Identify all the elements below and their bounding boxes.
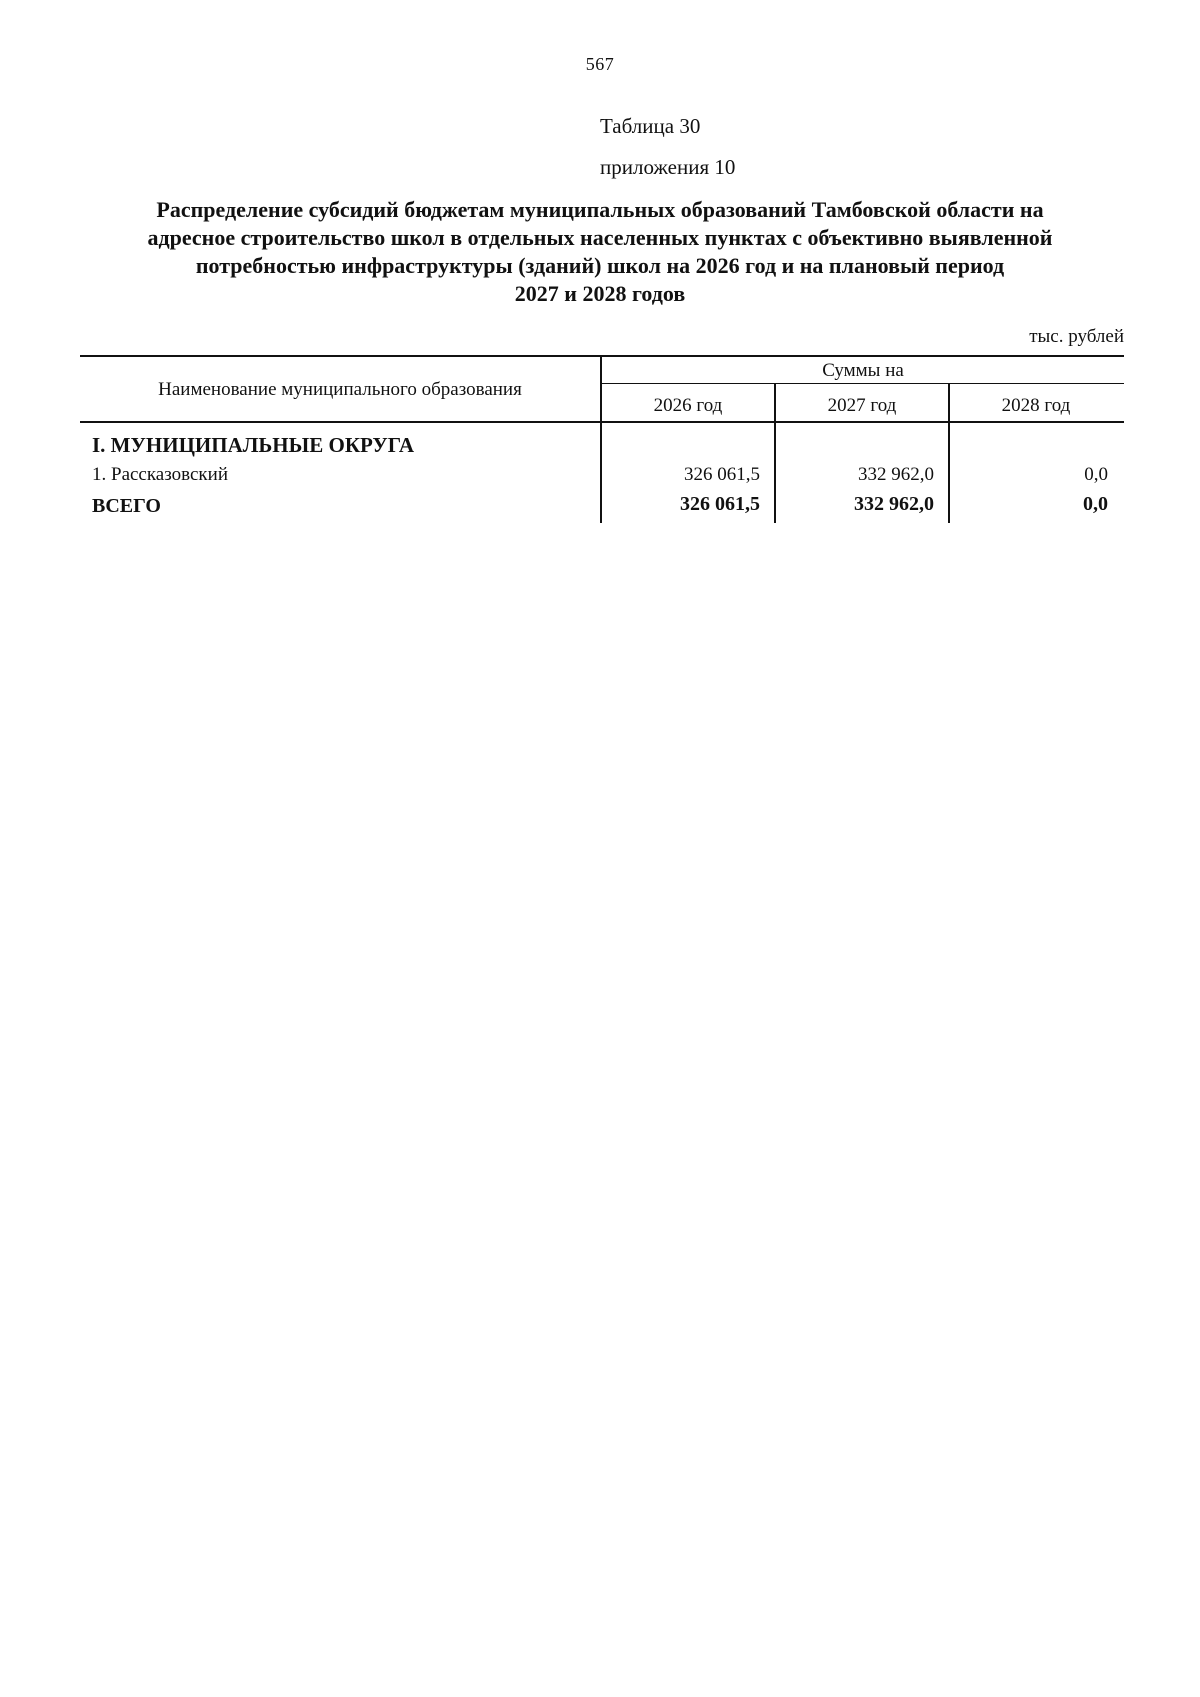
title-line-3: потребностью инфраструктуры (зданий) школ на 2026 год и на плановый период — [195, 253, 1005, 278]
total-label: ВСЕГО — [92, 495, 161, 517]
sums-group-rule — [602, 383, 1124, 384]
header-bottom-rule — [80, 421, 1124, 423]
page-number: 567 — [585, 54, 615, 74]
row-value-2026: 326 061,5 — [684, 464, 760, 485]
title-line-4: 2027 и 2028 годов — [514, 281, 686, 306]
sums-group-header: Суммы на — [822, 360, 904, 381]
title-line-2: адресное строительство школ в отдельных населенных пунктах с объективно выявленной — [147, 225, 1053, 250]
document-title — [60, 196, 1140, 308]
name-column-header: Наименование муниципального образования — [158, 379, 522, 400]
total-value-2028: 0,0 — [1083, 493, 1108, 515]
table-top-rule — [80, 355, 1124, 357]
total-value-2027: 332 962,0 — [854, 493, 934, 515]
year-header-2026: 2026 год — [653, 395, 723, 416]
table-ref-line-1: Таблица 30 — [600, 114, 701, 138]
section-heading: I. МУНИЦИПАЛЬНЫЕ ОКРУГА — [92, 433, 415, 457]
table-ref-line-2: приложения 10 — [600, 155, 736, 179]
subsidy-table — [80, 355, 1124, 525]
year-header-2027: 2027 год — [827, 395, 897, 416]
row-value-2028: 0,0 — [1084, 464, 1108, 485]
units-label: тыс. рублей — [1029, 326, 1124, 347]
row-value-2027: 332 962,0 — [858, 464, 934, 485]
row-label: 1. Рассказовский — [92, 464, 228, 485]
title-line-1: Распределение субсидий бюджетам муниципальных образований Тамбовской области на — [156, 197, 1044, 222]
total-value-2026: 326 061,5 — [680, 493, 760, 515]
year-header-2028: 2028 год — [1001, 395, 1071, 416]
